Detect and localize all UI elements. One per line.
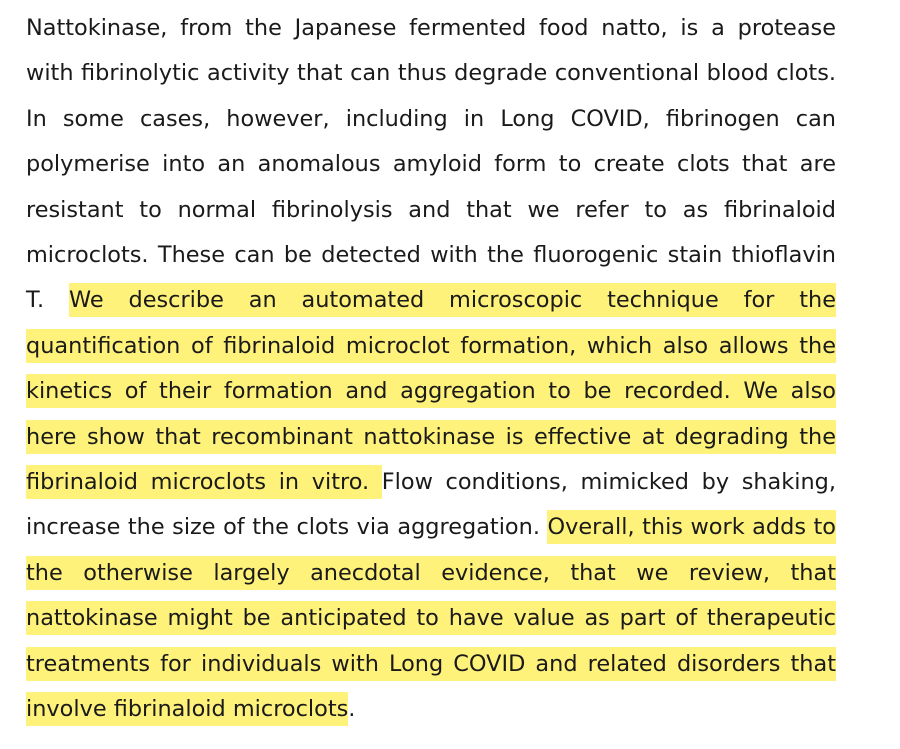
highlighted-passage-method: We describe an automated microscopic technique for the quantification of fibrinaloid microclot formation, which also allows the kinetics of their formation and aggregation to be recorded. We also here show that recombinant nattokinase is effective at degrading the fibrinaloid microclots in vitro. [26, 283, 836, 499]
abstract-sentence-flow: Flow conditions, mimicked by shaking, increase the size of the clots via aggregation. [26, 469, 836, 541]
abstract-sentence-intro: Nattokinase, from the Japanese fermented food natto, is a protease with fibrinolytic activity that can thus degrade conventional blood clots. In some cases, however, including in Long COVID, fibrinogen can polymerise into an anomalous amyloid form to create clots that are resistant to normal fibrinolysis and that we refer to as fibrinaloid microclots. These can be detected with the fluorogenic stain thioflavin T. [26, 15, 836, 314]
abstract-final-period: . [348, 696, 356, 723]
highlighted-passage-conclusion: Overall, this work adds to the otherwise largely anecdotal evidence, that we review, that nattokinase might be anticipated to have value as part of therapeutic treatments for individuals with Long COVID and related disorders that involve fibrinaloid microclots [26, 510, 836, 726]
